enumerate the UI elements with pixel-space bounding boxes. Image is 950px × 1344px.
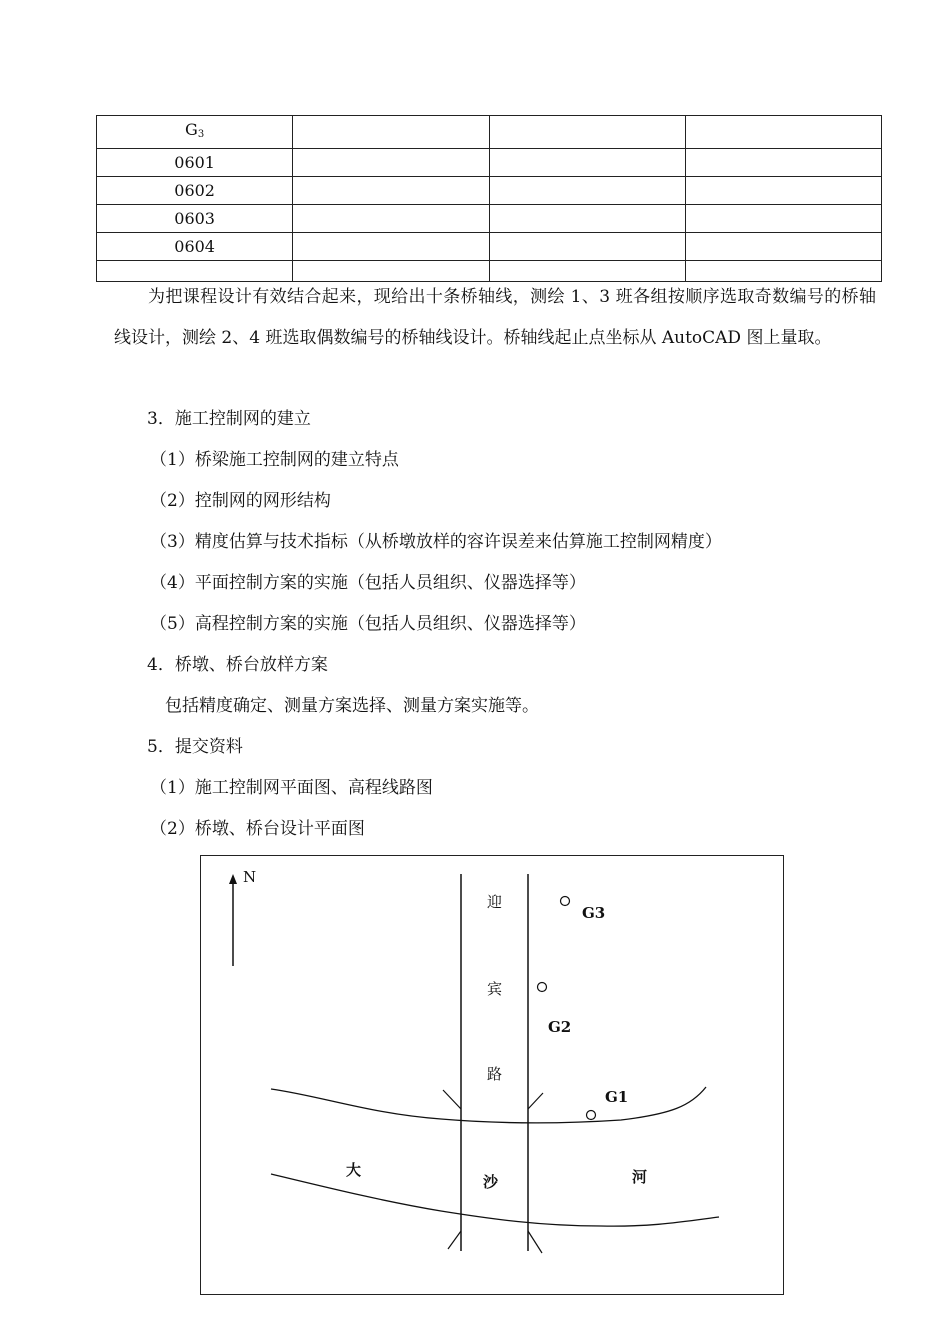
control-point-g3 xyxy=(561,897,570,906)
list-item: （4）平面控制方案的实施（包括人员组织、仪器选择等） xyxy=(150,573,586,593)
table-row xyxy=(97,177,882,205)
list-item: （3）精度估算与技术指标（从桥墩放样的容许误差来估算施工控制网精度） xyxy=(150,532,722,552)
list-item: （2）控制网的网形结构 xyxy=(150,491,331,511)
list-item: （5）高程控制方案的实施（包括人员组织、仪器选择等） xyxy=(150,614,586,634)
river-label: 沙 xyxy=(483,1173,499,1191)
table-cell xyxy=(293,149,489,177)
river-label: 河 xyxy=(632,1168,648,1186)
bridge-flare xyxy=(443,1090,461,1109)
table-cell xyxy=(489,177,685,205)
bridge-flare xyxy=(528,1093,543,1109)
north-arrowhead-icon xyxy=(229,874,237,884)
table-cell: 0604 xyxy=(97,233,293,261)
road-label: 路 xyxy=(487,1065,503,1083)
table-row xyxy=(97,116,882,149)
river-label: 大 xyxy=(346,1161,362,1179)
intro-paragraph: 为把课程设计有效结合起来，现给出十条桥轴线，测绘 1、3 班各组按顺序选取奇数编号的桥轴线设计，测绘 2、4 班选取偶数编号的桥轴线设计。桥轴线起止点坐标从 AutoCAD 图上量取。 xyxy=(114,287,876,348)
section-heading: 4．桥墩、桥台放样方案 xyxy=(147,655,328,675)
table-cell: 0603 xyxy=(97,205,293,233)
bridge-site-map xyxy=(200,855,784,1295)
coordinate-table xyxy=(96,115,882,282)
table-cell: 0601 xyxy=(97,149,293,177)
table-cell: 0602 xyxy=(97,177,293,205)
table-cell: $G_3$ xyxy=(97,116,293,149)
table-cell xyxy=(685,177,881,205)
point-label-g1: G1 xyxy=(605,1088,629,1106)
list-item: （1）桥梁施工控制网的建立特点 xyxy=(150,450,399,470)
section-heading: 5．提交资料 xyxy=(147,737,243,757)
river-bank-north xyxy=(271,1087,706,1123)
point-label-g3: G3 xyxy=(582,904,606,922)
table-cell xyxy=(489,205,685,233)
table-cell xyxy=(489,149,685,177)
north-label: N xyxy=(243,868,257,886)
body-text: 包括精度确定、测量方案选择、测量方案实施等。 xyxy=(165,696,539,716)
table-cell xyxy=(293,177,489,205)
table-cell xyxy=(293,233,489,261)
control-point-g1 xyxy=(587,1111,596,1120)
control-point-g2 xyxy=(538,983,547,992)
table-cell xyxy=(489,116,685,149)
table-cell xyxy=(293,116,489,149)
table-row xyxy=(97,233,882,261)
section-heading: 3．施工控制网的建立 xyxy=(147,409,311,429)
table-row xyxy=(97,149,882,177)
point-label-g2: G2 xyxy=(548,1018,572,1036)
table-row xyxy=(97,205,882,233)
table-cell xyxy=(685,116,881,149)
bridge-flare xyxy=(448,1231,461,1249)
table-cell xyxy=(293,205,489,233)
table-cell xyxy=(685,205,881,233)
table-cell xyxy=(685,233,881,261)
table-cell xyxy=(685,149,881,177)
road-label: 迎 xyxy=(487,893,503,911)
road-label: 宾 xyxy=(487,980,503,998)
list-item: （1）施工控制网平面图、高程线路图 xyxy=(150,778,433,798)
list-item: （2）桥墩、桥台设计平面图 xyxy=(150,819,365,839)
table-cell xyxy=(489,233,685,261)
bridge-flare xyxy=(528,1231,542,1253)
